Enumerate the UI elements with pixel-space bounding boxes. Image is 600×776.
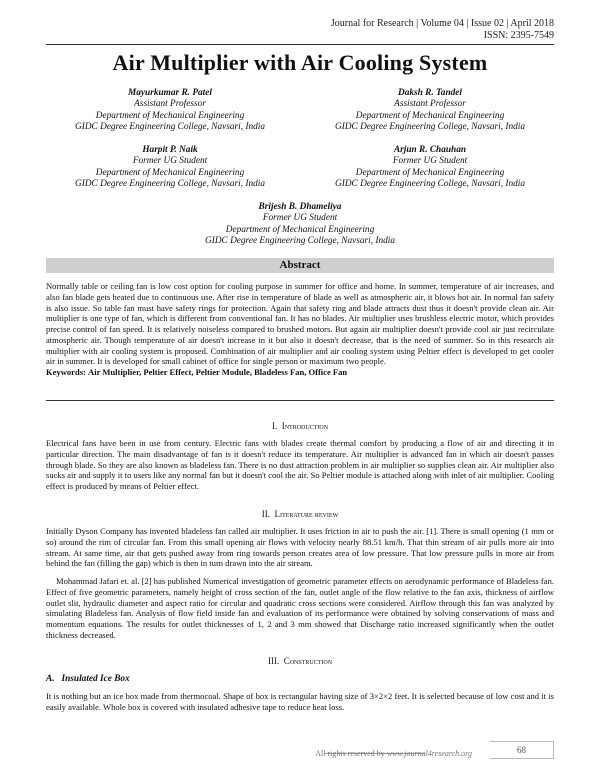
author-dept: Department of Mechanical Engineering: [355, 167, 505, 178]
section-number: II.: [261, 509, 270, 519]
author-block: [300, 145, 560, 190]
rights-text: All rights reserved by: [315, 749, 385, 758]
section-heading-construction: [0, 656, 600, 666]
subsection-title: Insulated Ice Box: [61, 674, 130, 684]
section-title: Construction: [283, 656, 333, 666]
author-role: Assistant Professor: [134, 99, 206, 110]
subsection-label: A.: [46, 674, 55, 684]
author-role: Assistant Professor: [394, 99, 466, 110]
section-title: Introduction: [281, 421, 329, 431]
author-inst: GIDC Degree Engineering College, Navsari, India: [335, 121, 525, 132]
author-inst: GIDC Degree Engineering College, Navsari, India: [205, 235, 395, 246]
footer-rights: [315, 749, 472, 758]
journal-header: [331, 18, 554, 42]
author-role: Former UG Student: [132, 156, 208, 167]
author-name: Arjun R. Chauhan: [393, 145, 467, 155]
paper-title: Air Multiplier with Air Cooling System: [112, 50, 488, 75]
construction-text: It is nothing but an ice box made from thermocoal. Shape of box is rectangular having size of 3×2×2 feet. It is selected because of low cost and it is easily available. Whole box is covered with insulated adhesive tape to reduce heat loss.: [46, 691, 554, 712]
literature-text-2: Mohammad Jafari et. al. [2] has published Numerical investigation of geometric parameter effects on aerodynamic performance of Bladeless fan. Effect of five geometric parameters, namely height of cross section of the fan, outlet angle of the flow relative to the fan axis, thickness of airflow outlet slit, hydraulic diameter and aspect ratio for circular and quadratic cross sections were considered. Airflow through this fan was analyzed by simulating Bladeless fan. Analysis of flow field inside fan and evaluation of its performance were obtained by solving conservations of mass and momentum equations. The results for outlet thicknesses of 1, 2 and 3 mm showed that Discharge ratio increased significantly when the outlet thickness decreased.: [46, 576, 554, 640]
abstract-text: [46, 281, 554, 378]
page-number: 68: [490, 741, 554, 759]
author-block: [40, 145, 300, 190]
section-heading-literature: [0, 509, 600, 519]
site-link[interactable]: www.journal4research.org: [386, 749, 472, 758]
author-name: Brijesh B. Dhameliya: [258, 202, 342, 212]
author-role: Former UG Student: [392, 156, 468, 167]
keywords: Air Multiplier, Peltier Effect, Peltier Module, Bladeless Fan, Office Fan: [88, 367, 348, 377]
section-title: Literature review: [274, 509, 339, 519]
keywords-label: Keywords:: [46, 367, 86, 377]
header-rule: [46, 44, 554, 45]
section-number: I.: [271, 421, 278, 431]
author-dept: Department of Mechanical Engineering: [95, 110, 245, 121]
author-inst: GIDC Degree Engineering College, Navsari, India: [75, 178, 265, 189]
abstract-body: Normally table or ceiling fan is low cost option for cooling purpose in summer for office and home. In summer, temperature of air increases, and also fan blade gets heated due to continuous use. After rise in temperature of blade as well as atmospheric air, it blows hot air. In normal fan safety is also issue. So table fan must have safety rings for protection. Again that safety ring and blade attracts dust thus it doesn't provide clean air. Air multiplier is one type of fan, which is different from conventional fan. It has no blades. Air multiplier uses brushless electric motor, which provides precise control of fan speed. It is relatively noiseless compared to brushed motors. But again air multiplier doesn't provide cool air just recirculate atmospheric air. Though temperature of air doesn't increase in it but also it doesn't decrease, that is the need of summer. So in this research air multiplier with air cooling system is proposed. Combination of air multiplier and air cooling system using Peltier effect is developed to get cooler air in summer. It is developed for small cabinet of office for single person or maximum two people.: [46, 281, 554, 367]
subsection-heading: [46, 674, 130, 684]
author-block: [40, 88, 300, 133]
author-dept: Department of Mechanical Engineering: [355, 110, 505, 121]
journal-line: Journal for Research | Volume 04 | Issue 02 | April 2018: [330, 18, 554, 29]
author-name: Mayurkumar R. Patel: [128, 88, 212, 98]
author-role: Former UG Student: [262, 213, 338, 224]
section-heading-introduction: [0, 421, 600, 431]
issn: ISSN: 2395-7549: [483, 30, 554, 41]
abstract-heading: Abstract: [46, 258, 554, 273]
author-inst: GIDC Degree Engineering College, Navsari, India: [335, 178, 525, 189]
abstract-rule: [46, 400, 554, 401]
literature-text-1: Initially Dyson Company has invented bladeless fan called air multiplier. It uses friction in air to push the air. [1]. There is small opening (1 mm or so) around the rim of circular fan. From this small opening air flows with velocity nearly 88.51 km/h. That thin stream of air pulls more air into stream. At same time, air that gets pushed away from ring towards person creates area of low pressure. That low pressure pulls in more air from behind the fan (filling the gap) which is then in turn drawn into the air stream.: [46, 526, 554, 569]
author-name: Daksh R. Tandel: [398, 88, 462, 98]
introduction-text: Electrical fans have been in use from century. Electric fans with blades create thermal comfort by producing a flow of air and directing it in particular direction. The main disadvantage of fan is it doesn't reduce its temperature. Air multiplier is advanced fan in which air doesn't passes through blade. So they are also known as bladeless fan. There is no dust attraction problem in air multiplier so supplies clean air. Air multiplier also sucks air and supply it to users like any normal fan but it doesn't cool the air. So Peltier module is attached along with inlet of air multiplier. Cooling effect is produced by means of Peltier effect.: [46, 438, 554, 491]
author-inst: GIDC Degree Engineering College, Navsari, India: [75, 121, 265, 132]
section-number: III.: [267, 656, 280, 666]
author-dept: Department of Mechanical Engineering: [95, 167, 245, 178]
author-name: Harpit P. Naik: [142, 145, 198, 155]
author-block: [170, 202, 430, 247]
author-dept: Department of Mechanical Engineering: [225, 224, 375, 235]
author-block: [300, 88, 560, 133]
